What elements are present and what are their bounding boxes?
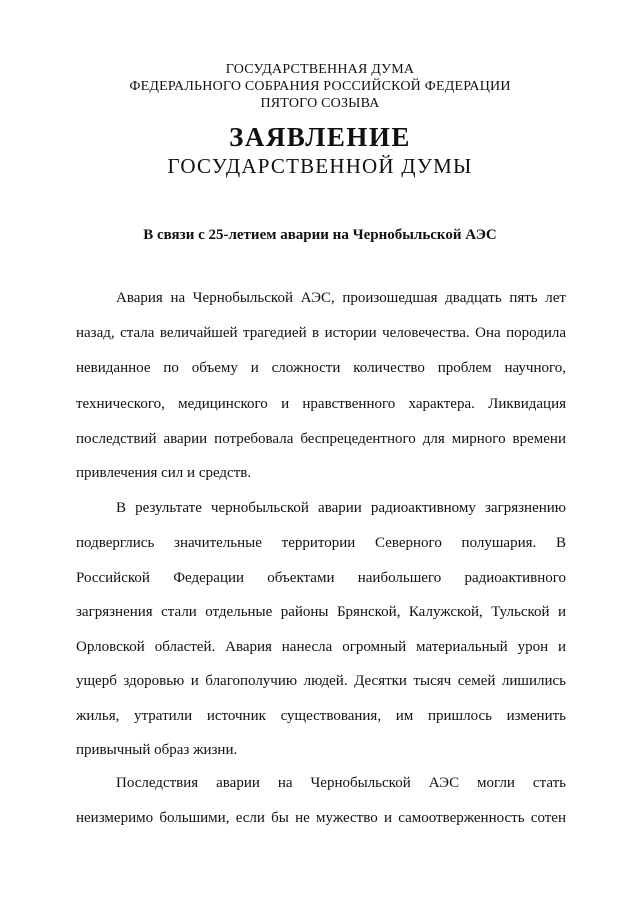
paragraph-2-line: подверглись значительные территории Северного полушария. В <box>76 535 566 551</box>
paragraph-1-line: привлечения сил и средств. <box>76 465 252 481</box>
paragraph-2-line: привычный образ жизни. <box>76 742 238 758</box>
paragraph-2-line: В результате чернобыльской аварии радиоактивному загрязнению <box>116 500 566 516</box>
paragraph-2-line: ущерб здоровью и благополучию людей. Десятки тысяч семей лишились <box>76 673 566 689</box>
document-subject: В связи с 25-летием аварии на Чернобыльской АЭС <box>143 227 497 243</box>
header-assembly: ФЕДЕРАЛЬНОГО СОБРАНИЯ РОССИЙСКОЙ ФЕДЕРАЦИИ <box>129 79 511 94</box>
header-convocation: ПЯТОГО СОЗЫВА <box>260 96 380 111</box>
paragraph-2-line: Орловской областей. Авария нанесла огромный материальный урон и <box>76 639 566 655</box>
header-organization: ГОСУДАРСТВЕННАЯ ДУМА <box>225 62 415 77</box>
paragraph-2-line: загрязнения стали отдельные районы Брянской, Калужской, Тульской и <box>76 604 566 620</box>
paragraph-1-line: Авария на Чернобыльской АЭС, произошедшая двадцать пять лет <box>116 290 566 306</box>
document-title-sub: ГОСУДАРСТВЕННОЙ ДУМЫ <box>167 154 473 178</box>
document-title: ЗАЯВЛЕНИЕ <box>229 122 411 152</box>
paragraph-1-line: последствий аварии потребовала беспрецедентного для мирного времени <box>76 431 566 447</box>
paragraph-3-line: неизмеримо большими, если бы не мужество и самоотверженность сотен <box>76 810 566 826</box>
paragraph-1-line: невиданное по объему и сложности количество проблем научного, <box>76 360 566 376</box>
paragraph-1-line: назад, стала величайшей трагедией в истории человечества. Она породила <box>76 325 566 341</box>
paragraph-2-line: Российской Федерации объектами наибольшего радиоактивного <box>76 570 566 586</box>
paragraph-2-line: жилья, утратили источник существования, им пришлось изменить <box>76 708 566 724</box>
paragraph-1-line: технического, медицинского и нравственного характера. Ликвидация <box>76 396 566 412</box>
paragraph-3-line: Последствия аварии на Чернобыльской АЭС могли стать <box>116 775 566 791</box>
